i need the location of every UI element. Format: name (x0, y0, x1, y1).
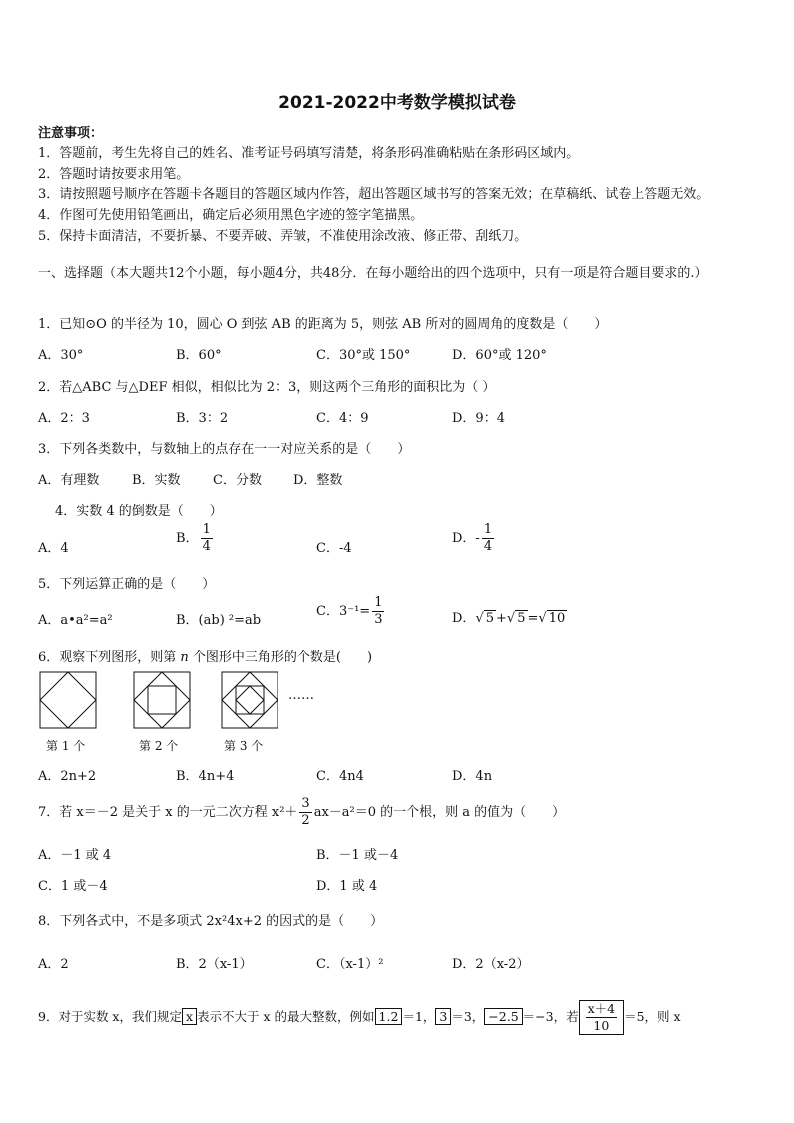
q5-option-d: D．√ 5 +√ 5 =√ 10 (452, 611, 566, 626)
q3-option-c: C．分数 (213, 473, 262, 488)
note-item: 5．保持卡面清洁，不要折暴、不要弄破、弄皱，不准使用涂改液、修正带、刮纸刀。 (38, 229, 528, 244)
q2-option-c: C．4：9 (316, 411, 369, 426)
fraction-denominator: 4 (202, 539, 211, 554)
stem-text: ＝1， (402, 1009, 436, 1024)
question-4: 4．实数 4 的倒数是（ ） (55, 504, 223, 519)
fraction-numerator: x＋4 (587, 1001, 616, 1016)
fraction-denominator: 10 (593, 1018, 610, 1033)
stem-text: 7．若 x＝－2 是关于 x 的一元二次方程 x²＋ (38, 805, 298, 820)
fraction-numerator: 1 (374, 595, 383, 610)
radicand: 5 (485, 611, 495, 626)
q5-option-a: A．a•a²=a² (38, 613, 113, 628)
q8-option-a: A．2 (38, 957, 69, 972)
q8-option-b: B．2（x-1） (176, 957, 253, 972)
option-prefix: B． (176, 531, 199, 546)
notes-heading: 注意事项： (38, 126, 104, 141)
stem-text: 个图形中三角形的个数是( ) (188, 650, 373, 665)
equals-sign: = (527, 611, 539, 626)
fraction-numerator: 3 (301, 796, 310, 811)
q2-option-a: A．2：3 (38, 411, 90, 426)
radicand: 5 (517, 611, 526, 626)
option-prefix: C．3⁻¹= (316, 604, 371, 619)
q7-option-b: B．－1 或－4 (316, 848, 399, 863)
figure-3 (222, 672, 278, 728)
floor-bracket: 1.2 (375, 1008, 403, 1025)
note-item: 2．答题时请按要求用笔。 (38, 167, 190, 182)
q3-option-d: D．整数 (293, 473, 343, 488)
q6-option-c: C．4n4 (316, 769, 364, 784)
q6-option-b: B．4n+4 (176, 769, 235, 784)
fraction-denominator: 3 (374, 612, 383, 627)
figure-2 (134, 672, 190, 728)
question-8: 8．下列各式中，不是多项式 2x²4x+2 的因式的是（ ） (38, 914, 384, 929)
ellipsis: …… (288, 688, 314, 703)
option-prefix: D．- (452, 531, 480, 546)
fraction (299, 796, 311, 829)
page-title: 2021-2022中考数学模拟试卷 (278, 93, 516, 113)
q7-option-c: C．1 或－4 (38, 879, 108, 894)
question-1: 1．已知⊙O 的半径为 10，圆心 O 到弦 AB 的距离为 5，则弦 AB 所对的圆周角的度数是（ ） (38, 317, 608, 332)
q2-option-d: D．9：4 (452, 411, 505, 426)
floor-bracket: −2.5 (484, 1008, 522, 1025)
fraction-denominator: 2 (301, 813, 310, 828)
plus-sign: + (496, 611, 507, 626)
q4-option-d (452, 522, 496, 555)
fraction (201, 522, 213, 555)
q2-option-b: B．3：2 (176, 411, 229, 426)
q8-option-d: D．2（x-2） (452, 957, 530, 972)
fraction (482, 522, 494, 555)
q1-option-d: D．60°或 120° (452, 348, 547, 363)
fraction (586, 1001, 618, 1034)
note-item: 4．作图可先使用铅笔画出，确定后必须用黑色字迹的签字笔描黑。 (38, 208, 424, 223)
radicand: 10 (548, 611, 566, 626)
question-2: 2．若△ABC 与△DEF 相似，相似比为 2：3，则这两个三角形的面积比为（ ） (38, 380, 496, 395)
stem-text: ＝5，则 x (624, 1009, 681, 1024)
q6-option-a: A．2n+2 (38, 769, 97, 784)
fraction-denominator: 4 (483, 539, 493, 554)
fraction (372, 595, 384, 628)
q1-option-b: B．60° (176, 348, 222, 363)
figure-label-2: 第 2 个 (139, 739, 179, 753)
q4-option-c: C．-4 (316, 541, 352, 556)
q3-option-b: B．实数 (132, 473, 181, 488)
question-3: 3．下列各类数中，与数轴上的点存在一一对应关系的是（ ） (38, 442, 411, 457)
option-prefix: D． (452, 611, 476, 626)
q4-option-b (176, 522, 215, 555)
question-6 (38, 646, 372, 665)
stem-text: ＝−3，若 (522, 1009, 579, 1024)
triangle-figures (38, 670, 278, 732)
figure-1 (40, 672, 96, 728)
stem-text: ＝3， (451, 1009, 485, 1024)
q7-option-d: D．1 或 4 (316, 879, 378, 894)
fraction-numerator: 1 (483, 522, 493, 537)
question-7 (38, 796, 565, 829)
q5-option-b: B．(ab) ²=ab (176, 613, 262, 628)
floor-bracket: x (182, 1008, 197, 1025)
note-item: 3．请按照题号顺序在答题卡各题目的答题区域内作答，超出答题区域书写的答案无效；在草稿纸、试卷上答题无效。 (38, 187, 710, 202)
figure-label-3: 第 3 个 (224, 739, 264, 753)
stem-text: 表示不大于 x 的最大整数，例如 (197, 1009, 375, 1024)
stem-text: ax－a²＝0 的一个根，则 a 的值为（ ） (313, 805, 566, 820)
question-5: 5．下列运算正确的是（ ） (38, 577, 216, 592)
q7-option-a: A．－1 或 4 (38, 848, 112, 863)
floor-bracket (579, 1000, 625, 1035)
q1-option-a: A．30° (38, 348, 84, 363)
q6-option-d: D．4n (452, 769, 493, 784)
q8-option-c: C．（x-1）² (316, 957, 384, 972)
q4-option-a: A．4 (38, 541, 69, 556)
question-9 (38, 1000, 681, 1035)
fraction-numerator: 1 (202, 522, 211, 537)
variable-n: n (180, 650, 189, 665)
q5-option-c (316, 595, 386, 628)
note-item: 1．答题前，考生先将自己的姓名、准考证号码填写清楚，将条形码准确粘贴在条形码区域内。 (38, 146, 580, 161)
q3-option-a: A．有理数 (38, 473, 100, 488)
stem-text: 9．对于实数 x，我们规定 (38, 1009, 182, 1024)
q1-option-c: C．30°或 150° (316, 348, 411, 363)
stem-text: 6．观察下列图形，则第 (38, 650, 181, 665)
section-heading: 一、选择题（本大题共12个小题，每小题4分，共48分．在每小题给出的四个选项中，只有一项是符合题目要求的.） (38, 266, 708, 281)
floor-bracket: 3 (435, 1008, 451, 1025)
figure-label-1: 第 1 个 (46, 739, 86, 753)
